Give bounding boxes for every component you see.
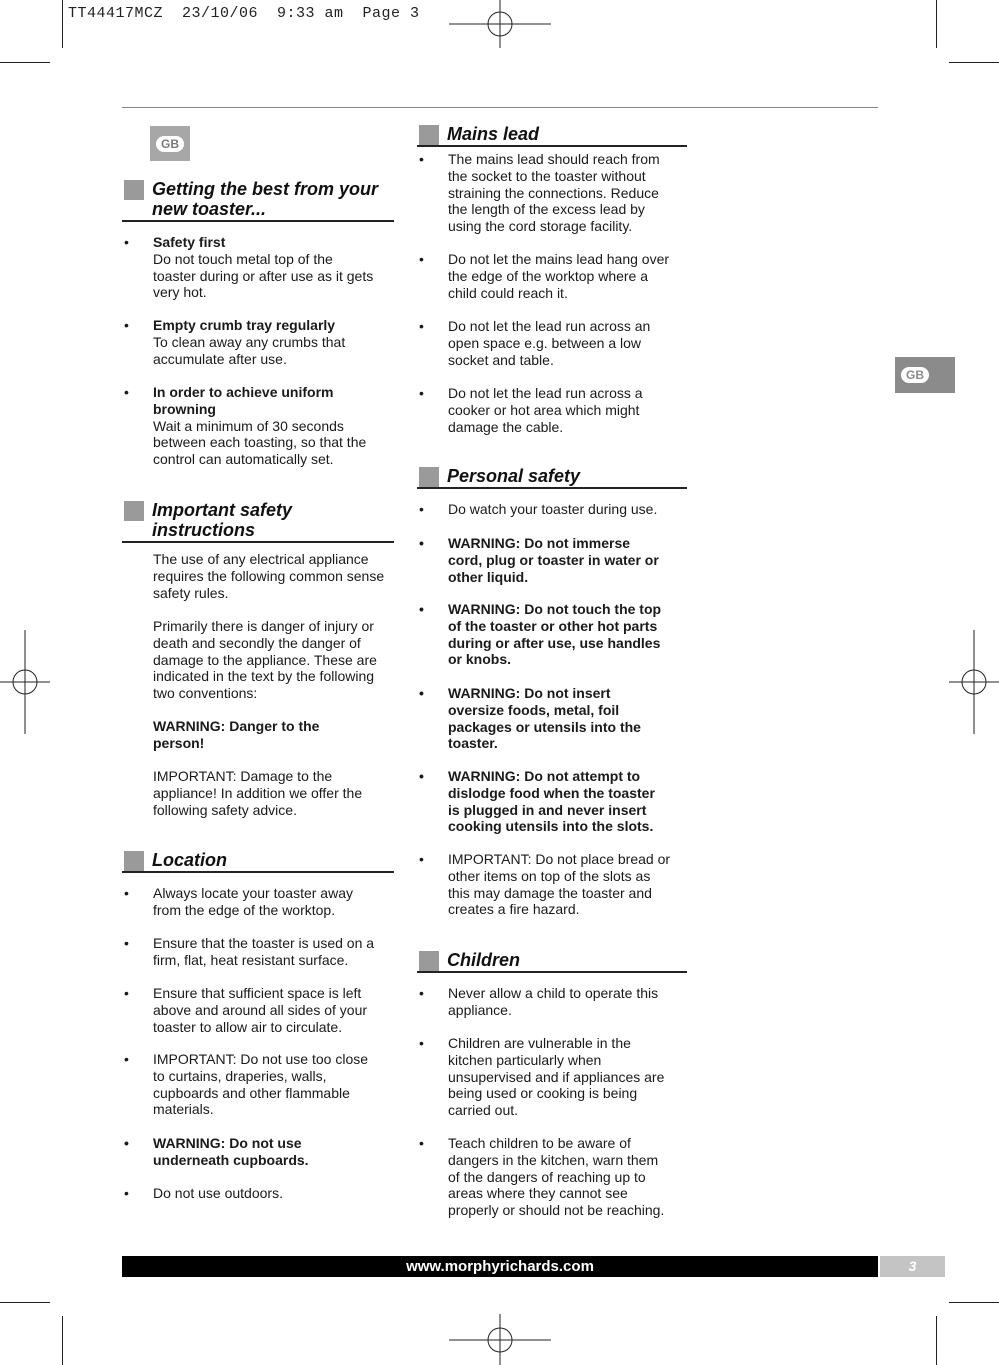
item-line: during or after use, use handles	[448, 634, 661, 651]
heading-line: Personal safety	[447, 466, 581, 486]
heading-line: new toaster...	[152, 199, 267, 219]
list-item-warning	[417, 535, 687, 585]
section-heading-location	[122, 850, 394, 873]
heading-line: Mains lead	[447, 124, 540, 144]
bullet-icon: •	[124, 1185, 129, 1201]
para-line: IMPORTANT: Damage to the	[153, 768, 333, 784]
item-line: damage the cable.	[448, 418, 564, 435]
item-line: or knobs.	[448, 651, 512, 668]
heading-marker-icon	[124, 501, 144, 521]
item-line: Children are vulnerable in the	[448, 1035, 631, 1051]
list-item	[417, 151, 687, 235]
item-line: appliance.	[448, 1001, 512, 1018]
registration-mark-icon	[0, 630, 50, 734]
item-line: is plugged in and never insert	[448, 801, 647, 818]
item-line: child could reach it.	[448, 284, 568, 301]
item-line: control can automatically set.	[153, 451, 334, 468]
paragraph-warning	[122, 718, 394, 752]
print-slug: TT44417MCZ 23/10/06 9:33 am Page 3	[68, 5, 420, 22]
bullet-icon: •	[419, 1035, 424, 1051]
item-line: toaster.	[448, 735, 498, 752]
bullet-icon: •	[419, 251, 424, 267]
bullet-icon: •	[419, 501, 424, 517]
list-item	[122, 384, 394, 468]
item-line: other items on top of the slots as	[448, 867, 651, 884]
list-item	[417, 851, 687, 918]
para-line: damage to the appliance. These are	[153, 651, 377, 668]
item-line: above and around all sides of your	[153, 1001, 368, 1018]
item-line: Teach children to be aware of	[448, 1135, 631, 1151]
item-line: the socket to the toaster without	[448, 167, 646, 184]
heading-line: instructions	[152, 520, 256, 540]
item-line: firm, flat, heat resistant surface.	[153, 951, 349, 968]
list-item	[122, 234, 394, 301]
country-badge	[150, 126, 190, 161]
list-item	[122, 1185, 394, 1202]
item-line: properly or should not be reaching.	[448, 1202, 665, 1219]
item-line: toaster to allow air to circulate.	[153, 1018, 343, 1035]
item-line: Do not let the lead run across a	[448, 385, 643, 401]
item-line: IMPORTANT: Do not use too close	[153, 1051, 369, 1067]
list-item	[417, 985, 687, 1019]
item-heading: Safety first	[153, 234, 226, 250]
item-line: Ensure that the toaster is used on a	[153, 935, 375, 951]
item-line: oversize foods, metal, foil	[448, 701, 620, 718]
heading-line: Getting the best from your	[152, 179, 379, 199]
item-line: packages or utensils into the	[448, 718, 641, 735]
item-line: materials.	[153, 1101, 214, 1118]
section-heading-best	[122, 179, 394, 222]
list-item	[417, 318, 687, 368]
country-badge-label: GB	[156, 136, 184, 152]
bullet-icon: •	[419, 535, 424, 551]
paragraph	[122, 551, 394, 601]
bullet-icon: •	[124, 384, 129, 400]
item-line: the length of the excess lead by	[448, 201, 645, 218]
list-item	[417, 501, 687, 518]
item-line: of the dangers of reaching up to	[448, 1168, 646, 1185]
item-heading: Empty crumb tray regularly	[153, 317, 336, 333]
bullet-icon: •	[419, 385, 424, 401]
bullet-icon: •	[124, 317, 129, 333]
item-line: WARNING: Do not insert	[448, 685, 611, 701]
registration-mark-icon	[449, 1314, 551, 1365]
item-line: areas where they cannot see	[448, 1185, 628, 1202]
para-line: following safety advice.	[153, 801, 297, 818]
item-line: WARNING: Do not immerse	[448, 535, 631, 551]
section-heading-mains	[417, 124, 687, 147]
heading-line: Important safety	[152, 500, 293, 520]
para-line: Primarily there is danger of injury or	[153, 618, 374, 634]
item-line: carried out.	[448, 1102, 519, 1119]
item-line: Do not let the lead run across an	[448, 318, 651, 334]
item-line: WARNING: Do not attempt to	[448, 768, 641, 784]
bullet-icon: •	[419, 318, 424, 334]
item-line: from the edge of the worktop.	[153, 901, 336, 918]
item-line: cooker or hot area which might	[448, 401, 640, 418]
heading-line: Children	[447, 950, 521, 970]
para-line: death and secondly the danger of	[153, 634, 361, 651]
item-line: of the toaster or other hot parts	[448, 617, 658, 634]
para-line: WARNING: Danger to the	[153, 718, 320, 734]
item-line: between each toasting, so that the	[153, 434, 367, 451]
item-line: Do not let the mains lead hang over	[448, 251, 670, 267]
section-heading-children	[417, 950, 687, 973]
item-line: Do not use outdoors.	[153, 1185, 283, 1201]
para-line: safety rules.	[153, 584, 229, 601]
item-line: Never allow a child to operate this	[448, 985, 659, 1001]
item-line: being used or cooking is being	[448, 1085, 638, 1102]
paragraph	[122, 768, 394, 818]
item-line: unsupervised and if appliances are	[448, 1068, 665, 1085]
item-line: the edge of the worktop where a	[448, 267, 649, 284]
item-line: socket and table.	[448, 351, 554, 368]
item-line: cooking utensils into the slots.	[448, 818, 654, 835]
para-line: two conventions:	[153, 685, 258, 702]
heading-marker-icon	[419, 951, 439, 971]
registration-mark-icon	[449, 0, 551, 50]
bullet-icon: •	[124, 985, 129, 1001]
item-line: other liquid.	[448, 568, 529, 585]
item-line: open space e.g. between a low	[448, 334, 642, 351]
paragraph	[122, 618, 394, 702]
item-line: cupboards and other flammable	[153, 1084, 350, 1101]
item-line: WARNING: Do not touch the top	[448, 601, 662, 617]
para-line: The use of any electrical appliance	[153, 551, 369, 567]
list-item-warning	[122, 1135, 394, 1169]
country-side-tab	[895, 357, 955, 393]
list-item-warning	[417, 685, 687, 752]
list-item	[417, 251, 687, 301]
item-line: Ensure that sufficient space is left	[153, 985, 362, 1001]
page-number: 3	[880, 1256, 945, 1277]
item-line: IMPORTANT: Do not place bread or	[448, 851, 671, 867]
bullet-icon: •	[419, 985, 424, 1001]
item-line: accumulate after use.	[153, 350, 287, 367]
item-line: Wait a minimum of 30 seconds	[153, 417, 344, 434]
bullet-icon: •	[419, 685, 424, 701]
item-line: To clean away any crumbs that	[153, 333, 346, 350]
section-heading-important	[122, 500, 394, 543]
list-item-warning	[417, 601, 687, 668]
item-line: to curtains, draperies, walls,	[153, 1067, 327, 1084]
item-line: kitchen particularly when	[448, 1051, 602, 1068]
list-item	[417, 1035, 687, 1119]
bullet-icon: •	[419, 151, 424, 167]
heading-marker-icon	[124, 180, 144, 200]
para-line: appliance! In addition we offer the	[153, 784, 363, 801]
bullet-icon: •	[419, 601, 424, 617]
list-item	[122, 885, 394, 919]
item-line: Do not touch metal top of the	[153, 250, 333, 267]
para-line: indicated in the text by the following	[153, 668, 375, 685]
registration-mark-icon	[949, 630, 999, 734]
item-line: dangers in the kitchen, warn them	[448, 1151, 659, 1168]
item-line: very hot.	[153, 284, 207, 301]
item-line: Do watch your toaster during use.	[448, 501, 658, 517]
list-item	[122, 935, 394, 969]
footer-url: www.morphyrichards.com	[122, 1256, 878, 1277]
item-heading: In order to achieve uniform	[153, 384, 334, 400]
bullet-icon: •	[419, 1135, 424, 1151]
list-item	[122, 317, 394, 367]
item-line: WARNING: Do not use	[153, 1135, 302, 1151]
heading-marker-icon	[419, 467, 439, 487]
para-line: person!	[153, 734, 205, 751]
item-line: straining the connections. Reduce	[448, 184, 659, 201]
item-line: using the cord storage facility.	[448, 218, 633, 235]
bullet-icon: •	[419, 851, 424, 867]
item-line: dislodge food when the toaster	[448, 784, 655, 801]
item-line: toaster during or after use as it gets	[153, 267, 374, 284]
bullet-icon: •	[124, 935, 129, 951]
item-line: underneath cupboards.	[153, 1151, 309, 1168]
list-item-warning	[417, 768, 687, 835]
heading-line: Location	[152, 850, 227, 870]
bullet-icon: •	[124, 885, 129, 901]
para-line: requires the following common sense	[153, 567, 385, 584]
bullet-icon: •	[419, 768, 424, 784]
heading-marker-icon	[124, 851, 144, 871]
item-line: cord, plug or toaster in water or	[448, 551, 659, 568]
list-item	[122, 1051, 394, 1118]
list-item	[417, 385, 687, 435]
item-heading: browning	[153, 400, 216, 417]
bullet-icon: •	[124, 234, 129, 250]
country-side-tab-label: GB	[901, 367, 929, 383]
item-line: this may damage the toaster and	[448, 884, 652, 901]
header-rule	[122, 107, 878, 108]
section-heading-personal	[417, 466, 687, 489]
heading-marker-icon	[419, 125, 439, 145]
item-line: Always locate your toaster away	[153, 885, 353, 901]
list-item	[122, 985, 394, 1035]
item-line: The mains lead should reach from	[448, 151, 660, 167]
bullet-icon: •	[124, 1051, 129, 1067]
item-line: creates a fire hazard.	[448, 901, 580, 918]
list-item	[417, 1135, 687, 1219]
bullet-icon: •	[124, 1135, 129, 1151]
